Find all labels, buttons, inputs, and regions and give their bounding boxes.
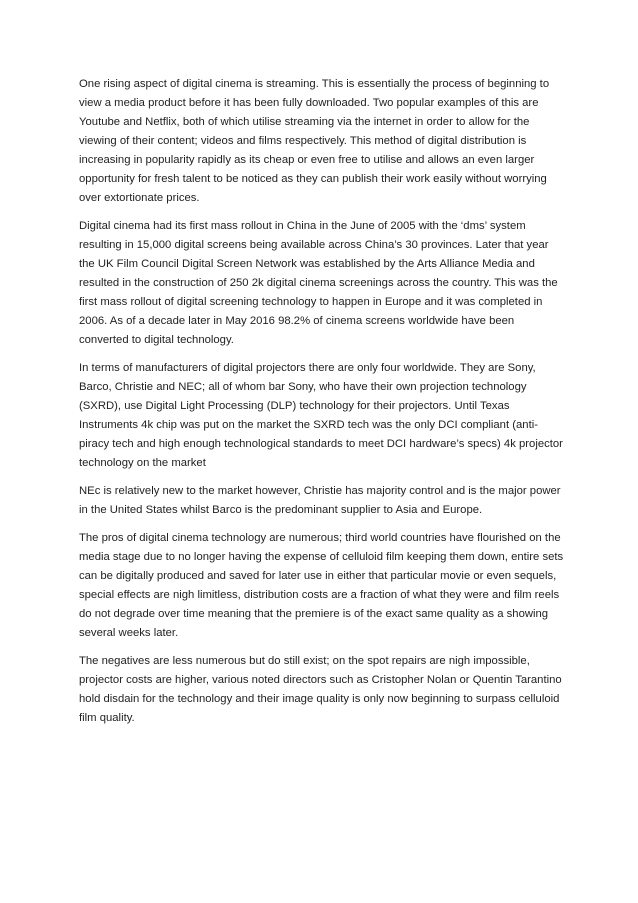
- paragraph-negatives: The negatives are less numerous but do still exist; on the spot repairs are nigh impossible, projector costs are higher, various noted directors such as Cristopher Nolan or Quentin Tarantino hold disdain for the technology and their image quality is only now beginning to surpass celluloid film quality.: [79, 655, 562, 724]
- paragraph-market-control: NEc is relatively new to the market however, Christie has majority control and is the major power in the United States whilst Barco is the predominant supplier to Asia and Europe.: [79, 485, 561, 516]
- paragraph-rollout: Digital cinema had its first mass rollout in China in the June of 2005 with the ‘dms’ system resulting in 15,000 digital screens being available across China’s 30 provinces. Later that year the UK Film Council Digital Screen Network was established by the Arts Alliance Media and resulted in the construction of 250 2k digital cinema screenings across the country. This was the first mass rollout of digital screening technology to happen in Europe and it was completed in 2006. As of a decade later in May 2016 98.2% of cinema screens worldwide have been converted to digital technology.: [79, 220, 558, 346]
- document-body: [79, 75, 565, 737]
- paragraph-streaming: One rising aspect of digital cinema is streaming. This is essentially the process of beginning to view a media product before it has been fully downloaded. Two popular examples of this are Youtube and Netflix, both of which utilise streaming via the internet in order to allow for the viewing of their content; videos and films respectively. This method of digital distribution is increasing in popularity rapidly as its cheap or even free to utilise and allows an even larger opportunity for fresh talent to be noticed as they can publish their work easily without worrying over extortionate prices.: [79, 78, 550, 204]
- paragraph-pros: The pros of digital cinema technology are numerous; third world countries have flourished on the media stage due to no longer having the expense of celluloid film keeping them down, entire sets can be digitally produced and saved for later use in either that particular movie or even sequels, special effects are nigh limitless, distribution costs are a fraction of what they were and film reels do not degrade over time meaning that the premiere is of the exact same quality as a showing several weeks later.: [79, 532, 564, 639]
- paragraph-manufacturers: In terms of manufacturers of digital projectors there are only four worldwide. They are Sony, Barco, Christie and NEC; all of whom bar Sony, who have their own projection technology (SXRD), use Digital Light Processing (DLP) technology for their projectors. Until Texas Instruments 4k chip was put on the market the SXRD tech was the only DCI compliant (anti-piracy tech and high enough technological standards to meet DCI hardware’s specs) 4k projector technology on the market: [79, 362, 563, 469]
